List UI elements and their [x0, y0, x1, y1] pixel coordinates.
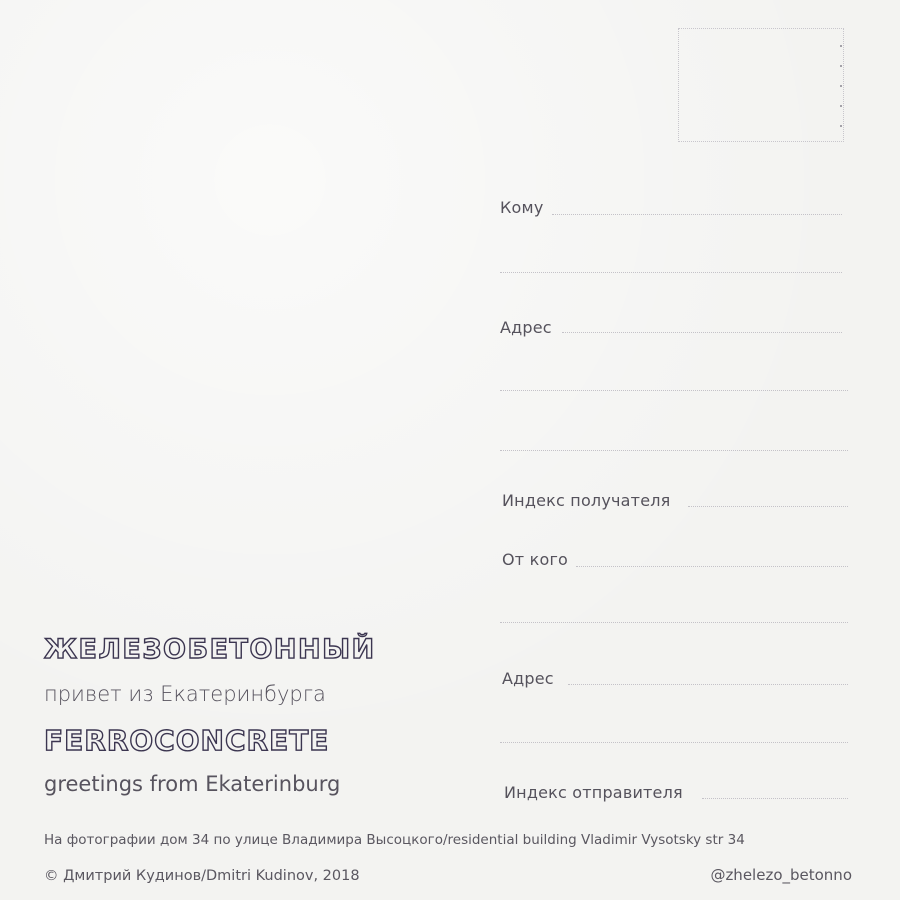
recipient-address-line-3[interactable] [500, 450, 848, 451]
subtitle-en: greetings from Ekaterinburg [44, 772, 341, 796]
sender-address-line-2[interactable] [500, 742, 848, 743]
from-line-2[interactable] [500, 622, 848, 623]
stamp-edge-dots [838, 45, 844, 135]
sender-address-line-1[interactable] [568, 684, 848, 685]
recipient-address-label: Адрес [500, 318, 552, 337]
from-line[interactable] [576, 566, 848, 567]
recipient-address-line-1[interactable] [562, 332, 842, 333]
subtitle-ru: привет из Екатеринбурга [44, 682, 326, 706]
recipient-index-line[interactable] [688, 506, 848, 507]
sender-address-label: Адрес [502, 669, 554, 688]
stamp-placeholder [678, 28, 844, 142]
sender-index-line[interactable] [702, 798, 848, 799]
to-label: Кому [500, 198, 544, 217]
social-handle: @zhelezo_betonno [710, 866, 852, 884]
to-line[interactable] [552, 214, 842, 215]
photo-caption: На фотографии дом 34 по улице Владимира Высоцкого/residential building Vladimir Vysotsky str 34 [44, 832, 745, 848]
title-ru: ЖЕЛЕЗОБЕТОННЫЙ [44, 634, 376, 665]
copyright: © Дмитрий Кудинов/Dmitri Kudinov, 2018 [44, 868, 360, 884]
sender-index-label: Индекс отправителя [504, 783, 683, 802]
to-line-2[interactable] [500, 272, 842, 273]
recipient-address-line-2[interactable] [500, 390, 848, 391]
from-label: От кого [502, 550, 569, 569]
title-en: FERROCONCRETE [44, 724, 330, 757]
recipient-index-label: Индекс получателя [502, 491, 671, 510]
